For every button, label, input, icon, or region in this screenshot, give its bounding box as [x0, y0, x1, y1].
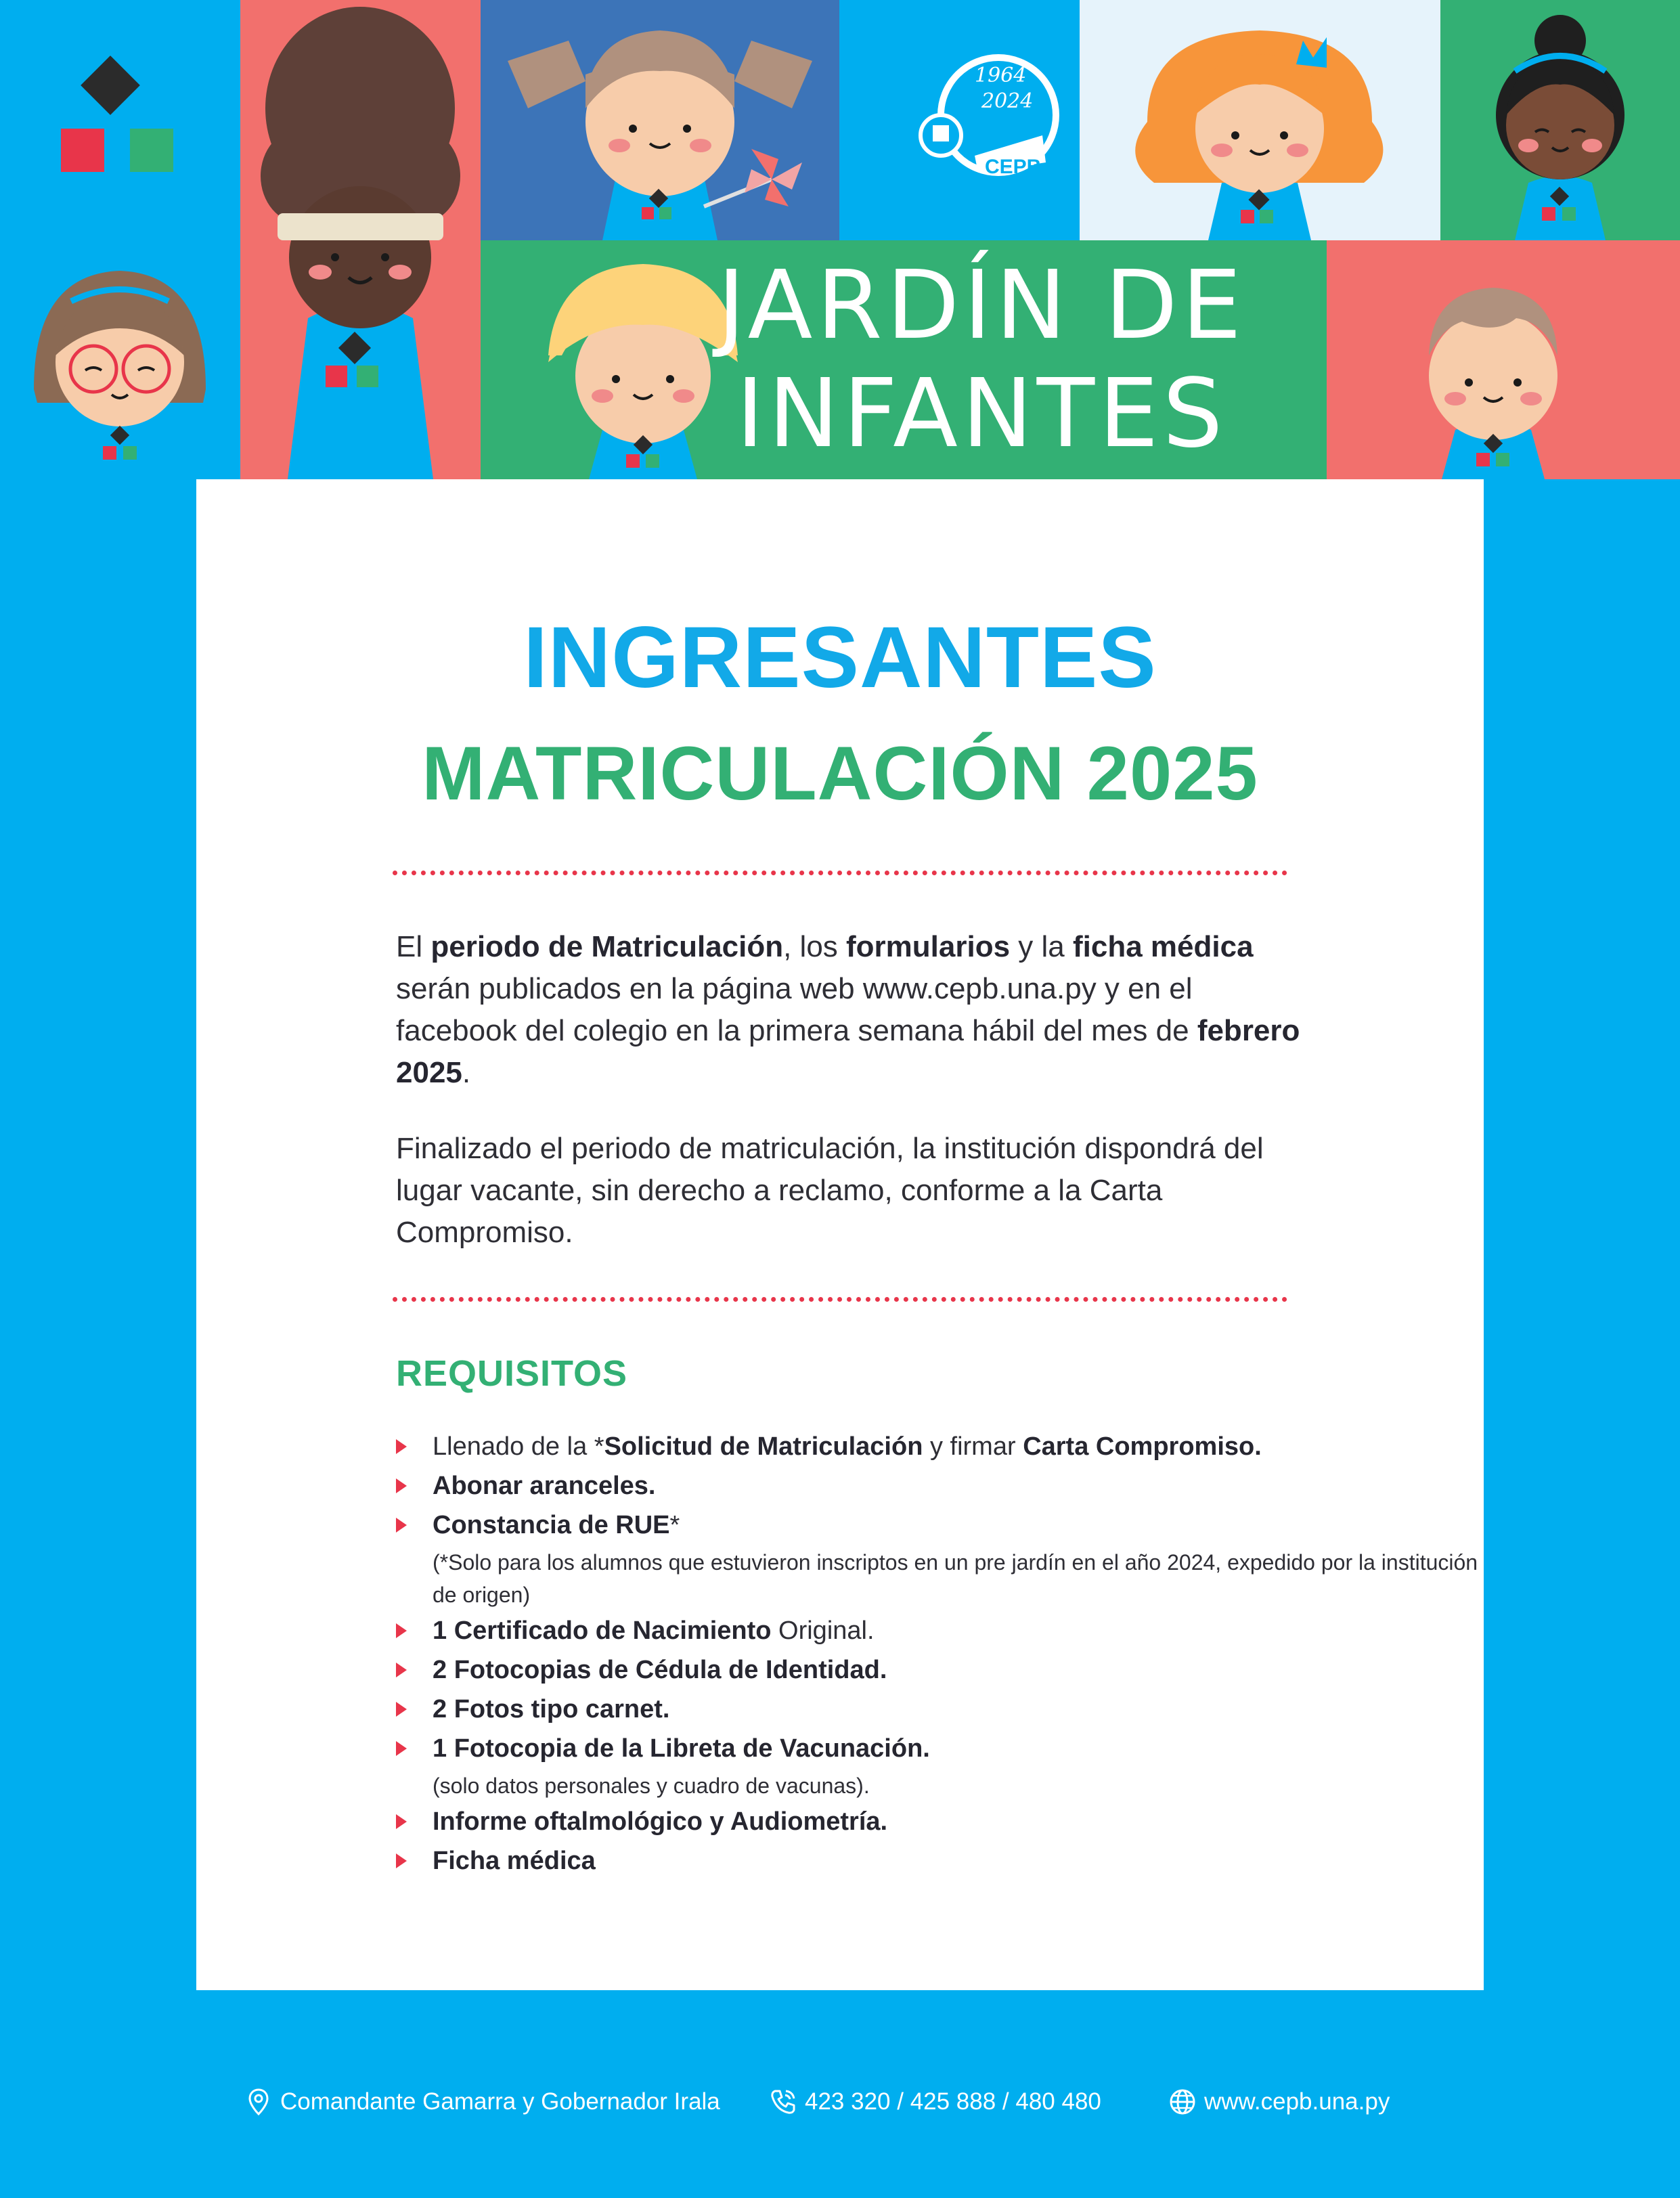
- bullet-arrow-icon: [396, 1741, 407, 1756]
- item-bold: 1 Fotocopia de la Libreta de Vacunación.: [433, 1734, 930, 1763]
- item-note: (*Solo para los alumnos que estuvieron inscriptos en un pre jardín en el año 2024, expedido por la institución de origen): [433, 1550, 1478, 1607]
- footer-address: [244, 2078, 720, 2126]
- list-item: [396, 1802, 1479, 1841]
- bullet-arrow-icon: [396, 1663, 407, 1677]
- brown-hair-boy-illustration: [1327, 240, 1680, 479]
- phones-text[interactable]: 423 320 / 425 888 / 480 480: [805, 2088, 1101, 2115]
- title-tile: [481, 240, 1327, 479]
- item-text: *: [669, 1511, 680, 1539]
- orange-hair-girl-illustration: [1080, 0, 1440, 240]
- list-item: [396, 1690, 1479, 1729]
- page-title: INGRESANTES: [523, 609, 1157, 706]
- brown-hair-boy-tile: [1327, 240, 1680, 479]
- bullet-arrow-icon: [396, 1439, 407, 1454]
- item-text: Llenado de la *: [433, 1432, 604, 1461]
- bullet-arrow-icon: [396, 1478, 407, 1493]
- address-text: Comandante Gamarra y Gobernador Irala: [280, 2088, 720, 2115]
- blocks-logo-icon: [0, 0, 240, 240]
- page-subtitle: MATRICULACIÓN 2025: [422, 731, 1258, 816]
- vacancy-paragraph: Finalizado el periodo de matriculación, la institución dispondrá del lugar vacante, sin derecho a reclamo, conforme a la Carta Compromiso.: [396, 1132, 1264, 1249]
- paragraph-bold: periodo de Matriculación: [430, 930, 784, 963]
- item-bold: Constancia de RUE: [433, 1511, 670, 1539]
- paragraph-text: serán publicados en la página web www.cepb.una.py y en el facebook del colegio en la primera semana hábil del mes de: [396, 972, 1197, 1047]
- list-item: [396, 1611, 1479, 1650]
- cepb-logo-tile: [839, 0, 1080, 240]
- paragraph-text: .: [462, 1056, 471, 1089]
- footer-website[interactable]: [1168, 2078, 1390, 2126]
- paragraph-bold: formularios: [846, 930, 1011, 963]
- jardin-title: [481, 240, 1327, 479]
- list-item: [396, 1841, 1479, 1881]
- logo-year-start: 1964: [975, 64, 1027, 87]
- pigtail-girl-tile: [481, 0, 839, 240]
- item-bold: Solicitud de Matriculación: [604, 1432, 923, 1461]
- requirements-title: REQUISITOS: [396, 1353, 628, 1394]
- afro-girl-illustration: [240, 0, 481, 479]
- dotted-divider: [393, 1297, 1287, 1302]
- title-line-1: JARDÍN DE: [717, 250, 1246, 361]
- paragraph-text: , los: [783, 930, 847, 963]
- publication-paragraph: [396, 926, 1317, 1094]
- bullet-arrow-icon: [396, 1623, 407, 1638]
- item-bold: Ficha médica: [433, 1847, 596, 1875]
- item-bold: 1 Certificado de Nacimiento: [433, 1617, 772, 1645]
- list-item: [396, 1427, 1479, 1466]
- title-line-2: INFANTES: [736, 358, 1227, 469]
- item-note: (solo datos personales y cuadro de vacunas).: [433, 1774, 870, 1798]
- footer: [0, 2078, 1680, 2126]
- bullet-arrow-icon: [396, 1814, 407, 1829]
- item-bold: Carta Compromiso.: [1023, 1432, 1262, 1461]
- header-mosaic: [0, 0, 1680, 479]
- item-bold: Informe oftalmológico y Audiometría.: [433, 1807, 888, 1836]
- list-item: [396, 1466, 1479, 1505]
- list-item: [396, 1729, 1479, 1802]
- list-item: [396, 1650, 1479, 1690]
- bullet-arrow-icon: [396, 1702, 407, 1717]
- blocks-logo-tile: [0, 0, 240, 240]
- website-link[interactable]: www.cepb.una.py: [1204, 2088, 1390, 2115]
- paragraph-text: y la: [1010, 930, 1073, 963]
- black-hair-girl-illustration: [1440, 0, 1680, 240]
- orange-hair-girl-tile: [1080, 0, 1440, 240]
- requirements-list: [396, 1427, 1479, 1881]
- afro-girl-tile: [240, 0, 481, 479]
- bullet-arrow-icon: [396, 1853, 407, 1868]
- item-bold: 2 Fotocopias de Cédula de Identidad.: [433, 1656, 887, 1684]
- paragraph-bold: febrero 2025: [396, 1014, 1300, 1089]
- phone-icon: [768, 2087, 798, 2117]
- globe-icon: [1168, 2087, 1197, 2117]
- item-text: Original.: [771, 1617, 875, 1645]
- paragraph-text: El: [396, 930, 431, 963]
- logo-year-end: 2024: [981, 89, 1034, 113]
- item-bold: 2 Fotos tipo carnet.: [433, 1695, 670, 1723]
- bullet-arrow-icon: [396, 1518, 407, 1533]
- cepb-logo-icon: [839, 0, 1080, 240]
- logo-name: CEPB: [985, 156, 1042, 178]
- paragraph-bold: ficha médica: [1073, 930, 1254, 963]
- item-text: y firmar: [923, 1432, 1023, 1461]
- glasses-girl-illustration: [0, 240, 240, 479]
- dotted-divider: [393, 871, 1287, 875]
- glasses-girl-tile: [0, 240, 240, 479]
- info-card: [196, 479, 1484, 1990]
- list-item: [396, 1505, 1479, 1611]
- item-bold: Abonar aranceles.: [433, 1472, 656, 1500]
- pigtail-girl-illustration: [481, 0, 839, 240]
- black-hair-girl-tile: [1440, 0, 1680, 240]
- location-pin-icon: [244, 2087, 273, 2117]
- footer-phones[interactable]: [768, 2078, 1101, 2126]
